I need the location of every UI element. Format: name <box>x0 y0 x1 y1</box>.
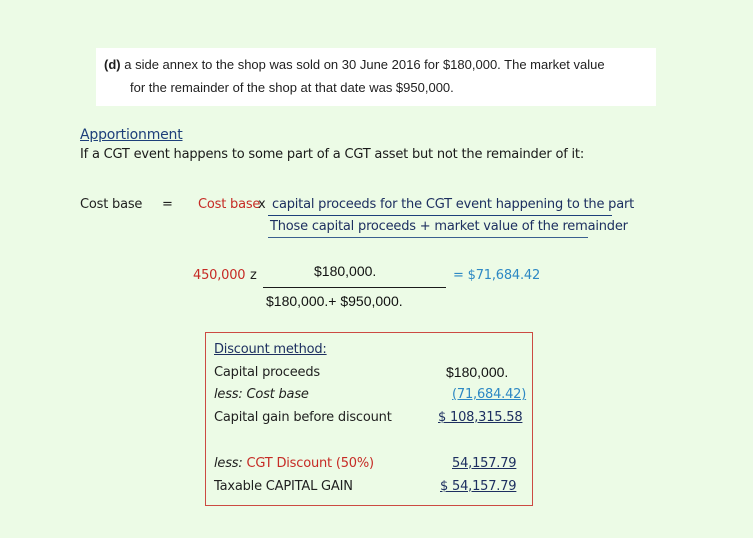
formula-fraction-bar <box>268 215 612 216</box>
row-cost-base-label: less: Cost base <box>214 387 309 402</box>
calc-denominator: $180,000.+ $950,000. <box>266 293 403 309</box>
calc-result: = $71,684.42 <box>453 268 541 283</box>
row-cost-base-value: (71,684.42) <box>452 387 527 402</box>
apportionment-title: Apportionment <box>80 127 183 143</box>
apportionment-intro: If a CGT event happens to some part of a CGT asset but not the remainder of it: <box>80 147 584 162</box>
calc-times: z <box>250 268 257 283</box>
formula-lhs: Cost base <box>80 197 143 212</box>
row-capital-gain-value: $ 108,315.58 <box>438 410 523 425</box>
question-line-1 <box>104 57 605 72</box>
formula-times: x <box>258 197 266 212</box>
row-taxable-value: $ 54,157.79 <box>440 479 517 494</box>
formula-cost-base: Cost base <box>198 197 261 212</box>
formula-denominator: Those capital proceeds + market value of the remainder <box>270 219 628 234</box>
formula-numerator: capital proceeds for the CGT event happening to the part <box>272 197 635 212</box>
question-box <box>96 48 656 106</box>
question-line-2: for the remainder of the shop at that date was $950,000. <box>130 80 454 95</box>
row-discount-prefix: less: <box>214 456 243 471</box>
formula-equals: = <box>162 197 173 212</box>
formula-denominator-underline <box>268 237 588 238</box>
calc-fraction-bar <box>263 287 446 288</box>
row-discount-value: 54,157.79 <box>452 456 517 471</box>
row-capital-proceeds-label: Capital proceeds <box>214 365 320 380</box>
calc-cost-base: 450,000 <box>193 268 246 283</box>
row-capital-gain-label: Capital gain before discount <box>214 410 392 425</box>
row-discount-text: CGT Discount (50%) <box>246 456 374 471</box>
row-discount-label <box>214 456 374 471</box>
question-text-1: a side annex to the shop was sold on 30 June 2016 for $180,000. The market value <box>124 57 605 72</box>
row-taxable-label: Taxable CAPITAL GAIN <box>214 479 353 494</box>
question-label: (d) <box>104 57 121 72</box>
calc-numerator: $180,000. <box>314 263 377 279</box>
row-capital-proceeds-value: $180,000. <box>446 364 509 380</box>
discount-heading: Discount method: <box>214 342 327 357</box>
